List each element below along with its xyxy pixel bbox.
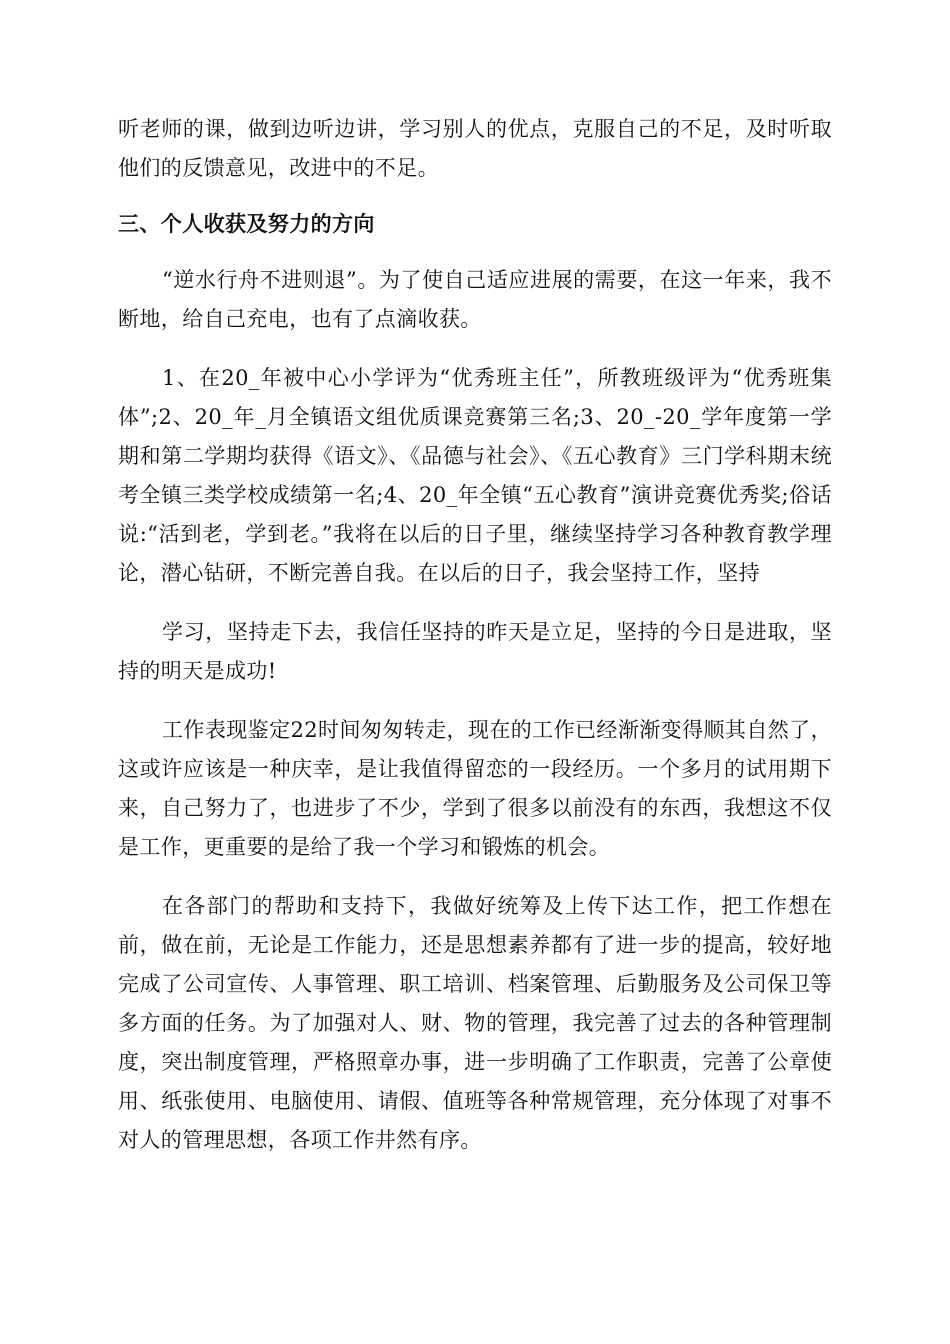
paragraph-work-review: 工作表现鉴定22时间匆匆转走，现在的工作已经渐渐变得顺其自然了，这或许应该是一种庆幸，是让我值得留恋的一段经历。一个多月的试用期下来，自己努力了，也进步了不少，学到了很多以前没有的东西，我想这不仅是工作，更重要的是给了我一个学习和锻炼的机会。 [118,718,832,859]
paragraph-continuation: 听老师的课，做到边听边讲，学习别人的优点，克服自己的不足，及时听取他们的反馈意见，改进中的不足。 [118,117,832,180]
paragraph-management: 在各部门的帮助和支持下，我做好统筹及上传下达工作，把工作想在前，做在前，无论是工作能力，还是思想素养都有了进一步的提高，较好地完成了公司宣传、人事管理、职工培训、档案管理、后勤服务及公司保卫等多方面的任务。为了加强对人、财、物的管理，我完善了过去的各种管理制度，突出制度管理，严格照章办事，进一步明确了工作职责，完善了公章使用、纸张使用、电脑使用、请假、值班等各种常规管理，充分体现了对事不对人的管理思想，各项工作井然有序。 [118,894,832,1152]
paragraph-persistence: 学习，坚持走下去，我信任坚持的昨天是立足，坚持的今日是进取，坚持的明天是成功! [118,620,832,683]
paragraph-intro: “逆水行舟不进则退”。为了使自己适应进展的需要，在这一年来，我不断地，给自己充电，也有了点滴收获。 [118,268,832,331]
section-heading: 三、个人收获及努力的方向 [118,212,375,236]
paragraph-achievements: 1、在20_年被中心小学评为“优秀班主任”，所教班级评为“优秀班集体”;2、20_年_月全镇语文组优质课竞赛第三名;3、20_-20_学年度第一学期和第二学期均获得《语文》、《品德与社会》、《五心教育》三门学科期末统考全镇三类学校成绩第一名;4、20_年全镇“五心教育”演讲竞赛优秀奖;俗话说:“活到老，学到老。”我将在以后的日子里，继续坚持学习各种教育教学理论，潜心钻研，不断完善自我。在以后的日子，我会坚持工作，坚持 [118,366,832,585]
